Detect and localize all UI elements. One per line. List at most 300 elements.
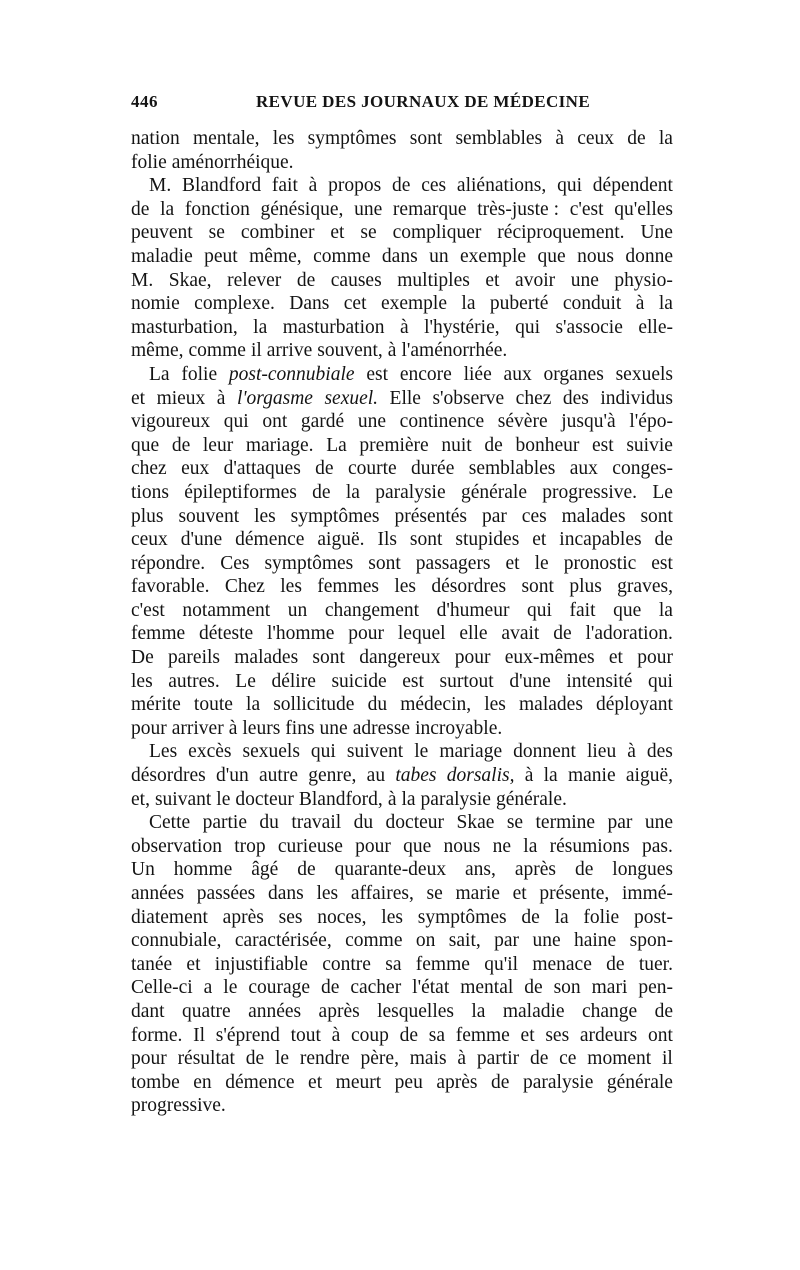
word: de	[312, 481, 331, 503]
text-line	[131, 646, 673, 670]
word: gardé	[300, 411, 345, 433]
word: la	[554, 906, 569, 928]
text-line	[131, 953, 673, 977]
word: la	[658, 599, 673, 621]
word: qui	[648, 670, 673, 692]
word: Un	[131, 859, 155, 881]
word: à	[627, 741, 636, 763]
word: meurt	[335, 1071, 382, 1093]
word: délire	[271, 670, 316, 692]
text-line	[131, 339, 673, 363]
word: curieuse	[277, 835, 343, 857]
word: forme.	[131, 1024, 183, 1046]
word: nation	[131, 128, 180, 149]
word: relever	[227, 269, 282, 291]
word: plus	[131, 505, 164, 527]
word: Blandford,	[298, 788, 383, 810]
word: remarque	[392, 198, 467, 220]
word: folie	[583, 906, 620, 928]
word: l'état	[412, 977, 450, 999]
word: chez	[131, 458, 167, 480]
word: de	[297, 859, 316, 881]
word: mental	[460, 977, 514, 999]
word: suivent	[346, 741, 404, 763]
word: partir	[476, 1048, 520, 1070]
word: masturbation	[282, 316, 385, 338]
word: le	[534, 552, 549, 574]
word: fins	[285, 717, 315, 739]
word: il	[250, 340, 262, 362]
word: pour	[348, 623, 385, 645]
word: ses	[278, 906, 303, 928]
text-line	[131, 292, 673, 316]
word: Ils	[377, 529, 397, 551]
word: spon-	[629, 930, 673, 952]
word: Skae,	[168, 269, 212, 291]
word: masturbation,	[131, 316, 238, 338]
word: et	[505, 552, 520, 574]
word: s'associe	[555, 316, 623, 338]
word: père,	[360, 1048, 399, 1070]
word: lieu	[586, 741, 617, 763]
word: générale	[460, 481, 527, 503]
word: l'épo-	[629, 411, 673, 433]
text-line	[131, 1000, 673, 1024]
word: la	[471, 1000, 486, 1022]
word: ans,	[465, 859, 496, 881]
word: progressive.	[131, 1095, 226, 1117]
word: individus	[600, 387, 673, 409]
word: ne	[492, 835, 512, 857]
word: nous	[577, 245, 614, 267]
word: démence	[225, 1071, 295, 1093]
word: que	[131, 434, 160, 456]
word: comme	[313, 245, 371, 267]
word: de	[296, 269, 316, 291]
word: à	[331, 1024, 341, 1046]
word: de	[491, 1071, 510, 1093]
running-head	[131, 92, 673, 118]
word: la	[345, 481, 360, 503]
word: M.	[149, 175, 172, 197]
word: femme	[131, 623, 186, 645]
word: pen-	[638, 977, 673, 999]
word: résumions	[549, 835, 630, 857]
text-line	[131, 269, 673, 293]
word: cacher	[350, 977, 402, 999]
word: nomie	[131, 293, 180, 315]
word: De	[131, 647, 154, 669]
word: du	[367, 694, 388, 716]
word: passées	[196, 883, 256, 904]
word: une	[570, 269, 599, 291]
word: mérite	[131, 694, 181, 716]
word: menace	[532, 953, 592, 975]
word: elle-	[638, 316, 673, 338]
word: cet	[343, 293, 367, 315]
word: toute	[193, 694, 233, 716]
word: même,	[249, 245, 302, 267]
text-line	[131, 1071, 673, 1095]
word: les	[394, 576, 417, 598]
word: arrive	[266, 340, 313, 362]
word: liée	[463, 363, 492, 385]
word: d'attaques	[223, 458, 301, 480]
word: docteur	[385, 812, 445, 834]
word: suicide	[331, 670, 387, 692]
word: femme	[415, 953, 470, 975]
word: qui	[557, 175, 582, 197]
word: et	[485, 269, 500, 291]
word: c'est	[569, 198, 604, 220]
word: eux	[181, 458, 210, 480]
word: dorsalis,	[446, 765, 515, 787]
word: d'un	[215, 765, 249, 787]
word: qui	[223, 411, 249, 433]
word: symptômes	[264, 552, 354, 574]
word: Les	[149, 741, 178, 763]
word: une	[354, 198, 383, 220]
word: pour	[131, 717, 167, 739]
word: de	[553, 623, 572, 645]
word: sexuels	[615, 363, 673, 385]
word: favorable.	[131, 576, 210, 598]
word: aiguë,	[625, 765, 673, 787]
word: fait	[569, 599, 596, 621]
word: qui	[310, 741, 336, 763]
word: passagers	[415, 552, 491, 574]
word: très-juste :	[477, 198, 560, 220]
word: de	[392, 175, 411, 197]
text-line	[131, 528, 673, 552]
text-line	[131, 316, 673, 340]
word: avait	[501, 623, 540, 645]
word: de	[524, 977, 543, 999]
word: symptômes	[307, 128, 397, 149]
text-line	[131, 481, 673, 505]
word: et	[330, 222, 345, 244]
word: encore	[399, 363, 452, 385]
word: à	[308, 175, 318, 197]
word: mariage	[439, 741, 503, 763]
word: injustifiable	[214, 953, 308, 975]
word: à	[635, 293, 645, 315]
word: des	[562, 387, 589, 409]
body-text	[131, 127, 673, 1118]
word: est	[651, 552, 673, 574]
word: maladie	[131, 245, 193, 267]
word: la	[246, 694, 261, 716]
text-line	[131, 221, 673, 245]
word: un	[429, 245, 449, 267]
word: malades	[561, 505, 626, 527]
word: d'humeur	[436, 599, 510, 621]
word: ses	[545, 1024, 570, 1046]
word: longues	[612, 859, 673, 881]
text-line	[131, 764, 673, 788]
word: courte	[347, 458, 397, 480]
text-line	[131, 622, 673, 646]
word: du	[259, 812, 279, 834]
word: le	[216, 788, 231, 810]
word: adresse	[352, 717, 411, 739]
word: quatre	[181, 1000, 231, 1022]
word: paralysie	[522, 1071, 594, 1093]
word: Une	[640, 222, 673, 244]
word: sont	[409, 529, 443, 551]
word: se	[208, 222, 225, 244]
word: genre,	[308, 765, 357, 787]
word: femmes	[317, 576, 380, 598]
word: les	[131, 670, 153, 692]
word: ont	[262, 411, 288, 433]
word: et	[512, 883, 527, 904]
word: suivant	[154, 788, 212, 810]
word: immé-	[621, 883, 673, 904]
word: les	[272, 128, 295, 149]
word: manie	[567, 765, 616, 787]
word: quarante-deux	[334, 859, 447, 881]
word: de	[484, 434, 503, 456]
text-line	[131, 457, 673, 481]
word: ces	[421, 175, 447, 197]
word: médecin,	[400, 694, 472, 716]
word: compliquer	[392, 222, 482, 244]
word: génésique,	[260, 198, 344, 220]
word: souvent,	[317, 340, 383, 362]
word: épileptiformes	[184, 481, 297, 503]
word: sa	[428, 1024, 445, 1046]
word: sont	[312, 647, 345, 669]
text-line	[131, 174, 673, 198]
word: folie	[181, 363, 218, 385]
word: à	[524, 765, 534, 787]
word: comme	[188, 340, 246, 362]
word: Celle-ci	[131, 977, 193, 999]
word: de	[315, 458, 334, 480]
word: de	[521, 906, 540, 928]
word: résultat	[177, 1048, 235, 1070]
word: sexuels	[242, 741, 300, 763]
text-line	[131, 363, 673, 387]
word: paralysie	[375, 481, 446, 503]
word: l'hystérie,	[424, 316, 500, 338]
word: trop	[234, 835, 266, 857]
word: présente,	[539, 883, 610, 904]
word: mariage.	[245, 434, 314, 456]
word: par	[607, 812, 633, 834]
word: par	[494, 930, 520, 952]
word: la	[658, 293, 673, 315]
word: plus	[569, 576, 602, 598]
word: la	[658, 128, 673, 149]
word: multiples	[397, 269, 470, 291]
word: organes	[543, 363, 604, 385]
word: des	[646, 741, 673, 763]
word: sollicitude	[273, 694, 355, 716]
word: un	[287, 599, 308, 621]
text-line	[131, 882, 673, 906]
word: le	[223, 977, 238, 999]
word: de	[171, 434, 191, 456]
word: qu'il	[484, 953, 519, 975]
text-line	[131, 976, 673, 1000]
text-line	[131, 505, 673, 529]
word: ce	[559, 1048, 577, 1070]
word: sévère	[497, 411, 548, 433]
word: la	[401, 788, 416, 810]
word: coup	[351, 1024, 389, 1046]
word: au	[366, 765, 386, 787]
word: une	[357, 411, 387, 433]
word: souvent	[178, 505, 240, 527]
word: progressive.	[542, 481, 638, 503]
word: ceux	[577, 128, 615, 149]
word: s'observe	[432, 387, 505, 409]
word: pour	[637, 647, 673, 669]
word: ardeurs	[579, 1024, 638, 1046]
text-line	[131, 835, 673, 859]
word: incroyable.	[415, 717, 503, 739]
word: de	[399, 1024, 419, 1046]
word: leurs	[242, 717, 281, 739]
word: contre	[322, 953, 371, 975]
word: à	[228, 717, 238, 739]
word: symptômes	[417, 906, 507, 928]
word: malades	[234, 647, 299, 669]
word: du	[353, 812, 374, 834]
word: Il	[193, 1024, 206, 1046]
word: pour	[454, 647, 491, 669]
word: il	[662, 1048, 673, 1070]
word: de	[131, 198, 150, 220]
word: que	[613, 599, 642, 621]
word: les	[254, 505, 276, 527]
text-line	[131, 410, 673, 434]
word: leur	[202, 434, 234, 456]
word: de	[574, 859, 594, 881]
word: l'homme	[267, 623, 335, 645]
word: mentale,	[192, 128, 260, 149]
word: c'est	[131, 599, 165, 621]
word: que	[403, 835, 432, 857]
word: intensité	[566, 670, 633, 692]
text-line	[131, 1047, 673, 1071]
word: post-connubiale	[228, 363, 355, 385]
text-line	[131, 858, 673, 882]
word: pareils	[168, 647, 220, 669]
text-line	[131, 1024, 673, 1048]
word: paralysie	[420, 788, 491, 810]
word: à	[555, 128, 564, 149]
word: change	[581, 1000, 638, 1022]
word: mais	[409, 1048, 447, 1070]
word: sexuel.	[324, 387, 379, 409]
word: Le	[235, 670, 256, 692]
word: dant	[131, 1000, 165, 1022]
word: années	[131, 883, 185, 904]
word: les	[381, 906, 403, 928]
word: est	[366, 363, 389, 385]
word: générale.	[495, 788, 567, 810]
word: Cette	[149, 812, 191, 834]
word: tabes	[395, 765, 437, 787]
word: dangereux	[359, 647, 441, 669]
word: M.	[131, 269, 154, 291]
word: déployant	[596, 694, 673, 716]
word: et	[520, 1024, 535, 1046]
text-line	[131, 245, 673, 269]
word: les	[316, 883, 339, 904]
word: physio-	[614, 269, 673, 291]
word: folie	[131, 151, 167, 173]
word: durée	[411, 458, 455, 480]
word: incapables	[559, 529, 642, 551]
word: à	[216, 387, 226, 409]
text-line	[131, 552, 673, 576]
word: complexe.	[194, 293, 275, 315]
word: chez	[515, 387, 552, 409]
word: conduit	[562, 293, 622, 315]
word: eux-mêmes	[504, 647, 595, 669]
word: marie	[455, 883, 500, 904]
word: dépendent	[592, 175, 673, 197]
word: lesquelles	[377, 1000, 454, 1022]
word: maladie	[502, 1000, 565, 1022]
word: à	[387, 788, 397, 810]
word: et	[608, 647, 623, 669]
word: ceux	[131, 529, 168, 551]
word: une	[319, 717, 348, 739]
word: mari	[591, 977, 628, 999]
word: aliénations,	[456, 175, 547, 197]
word: observation	[131, 835, 222, 857]
word: puberté	[489, 293, 549, 315]
word: on	[415, 930, 436, 952]
word: sait,	[448, 930, 481, 952]
word: et	[532, 529, 547, 551]
word: lequel	[397, 623, 446, 645]
word: de	[245, 1048, 265, 1070]
word: Dans	[289, 293, 330, 315]
word: caractérisée,	[234, 930, 332, 952]
text-line	[131, 151, 673, 175]
word: comme	[345, 930, 403, 952]
word: générale	[606, 1071, 673, 1093]
word: femme	[455, 1024, 510, 1046]
word: pas.	[642, 835, 673, 857]
word: après	[222, 906, 264, 928]
word: pour	[355, 835, 391, 857]
text-line	[131, 929, 673, 953]
word: après	[436, 1071, 478, 1093]
word: de	[627, 128, 646, 149]
word: ont	[647, 1024, 673, 1046]
word: combiner	[240, 222, 315, 244]
word: une	[532, 930, 561, 952]
word: nous	[443, 835, 481, 857]
word: l'aménorrhée.	[401, 340, 508, 362]
word: après	[318, 1000, 360, 1022]
word: peuvent	[131, 222, 193, 244]
word: Elle	[389, 387, 421, 409]
word: fonction	[184, 198, 250, 220]
word: haine	[573, 930, 617, 952]
text-line	[131, 434, 673, 458]
word: après	[514, 859, 556, 881]
word: le	[275, 1048, 290, 1070]
word: se	[426, 883, 443, 904]
